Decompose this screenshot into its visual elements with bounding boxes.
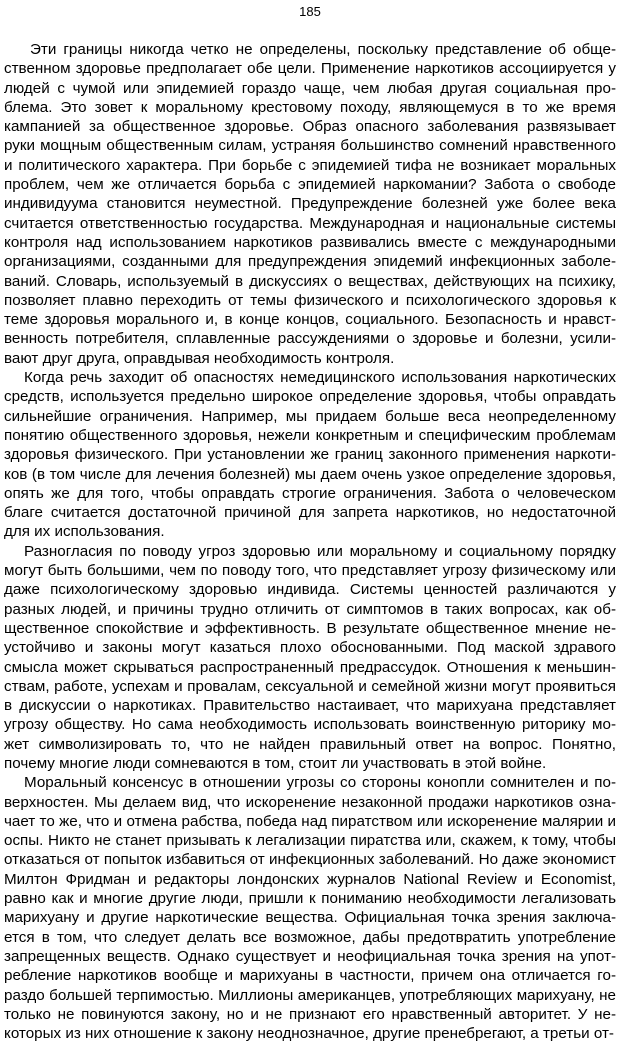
paragraph: Когда речь заходит об опасностях немедицинского использования наркотических средств, используется предельно широкое определение здоровья, чтобы оправдать сильнейшие ограничения. Например, мы придаем больше веса неопределенному понятию общественного здоровья, нежели конкретным и специфическим проблемам здоровья физического. При установлении же границ законного применения наркотиков (в том числе для лечения болезней) мы даем очень узкое определение здоровья, опять же для того, чтобы оправдать строгие ограничения. Забота о человеческом благе считается достаточной причиной для запрета наркотиков, но недостаточной для их использования.	[4, 369, 616, 541]
paragraph: Разногласия по поводу угроз здоровью или моральному и социальному порядку могут быть большими, чем по поводу того, что представляет угрозу физическому или даже психологическому здоровью индивида. Системы ценностей различаются у разных людей, и причины трудно отличить от симптомов в таких вопросах, как общественное спокойствие и эффективность. В результате общественное мнение неустойчиво и законы могут казаться плохо обоснованными. Под маской здравого смысла может скрываться распространенный предрассудок. Отношения к меньшинствам, работе, успехам и провалам, сексуальной и семейной жизни могут проявиться в дискуссии о наркотиках. Правительство настаивает, что марихуана представляет угрозу обществу. Но сама необходимость использовать воинственную риторику может символизировать то, что не найден правильный ответ на вопрос. Понятно, почему многие люди сомневаются в том, стоит ли участвовать в этой войне.	[4, 542, 616, 772]
page-number: 185	[299, 4, 321, 19]
paragraph: Моральный консенсус в отношении угрозы со стороны конопли сомнителен и поверхностен. Мы делаем вид, что искоренение незаконной продажи наркотиков означает то же, что и отмена рабства, победа над пиратством или искоренение малярии и оспы. Никто не станет призывать к легализации пиратства или, скажем, к тому, чтобы отказаться от попыток избавиться от инфекционных заболеваний. Но даже экономист Милтон Фридман и редакторы лондонских журналов National Review и Economist, равно как и многие другие люди, пришли к пониманию необходимости легализовать марихуану и другие наркотические вещества. Официальная точка зрения заключается в том, что следует делать все возможное, дабы предотвратить употребление запрещенных веществ. Однако существует и неофициальная точка зрения на употребление наркотиков вообще и марихуаны в частности, причем она отличается гораздо большей терпимостью. Миллионы американцев, употребляющих марихуану, не только не повинуются закону, но и не признают его нравственный авторитет. У некоторых из них отношение к закону неоднозначное, другие пренебрегают, а третьи от-	[4, 774, 616, 1043]
paragraph: Эти границы никогда четко не определены, поскольку представление об общественном здоровье предполагает обе цели. Применение наркотиков ассоциируется у людей с чумой или эпидемией гораздо чаще, чем любая другая социальная проблема. Это зовет к моральному крестовому походу, являющемуся в то же время кампанией за общественное здоровье. Образ опасного заболевания развязывает руки мощным общественным силам, устраняя большинство сомнений нравственного и политического характера. При борьбе с эпидемией тифа не возникает моральных проблем, чем же отличается борьба с эпидемией наркомании? Забота о свободе индивидуума становится неуместной. Предупреждение болезней уже более века считается ответственностью государства. Международная и национальные системы контроля над использованием наркотиков развивались вместе с международными организациями, созданными для предупреждения эпидемий инфекционных заболеваний. Словарь, используемый в дискуссиях о веществах, действующих на психику, позволяет плавно переходить от темы физического и психологического здоровья к теме здоровья морального и, в конце концов, социального. Безопасность и нравственность потребителя, сплавленные рассуждениями о здоровье и болезни, усиливают друг друга, оправдывая необходимость контроля.	[4, 41, 616, 367]
page-body	[4, 40, 616, 1043]
